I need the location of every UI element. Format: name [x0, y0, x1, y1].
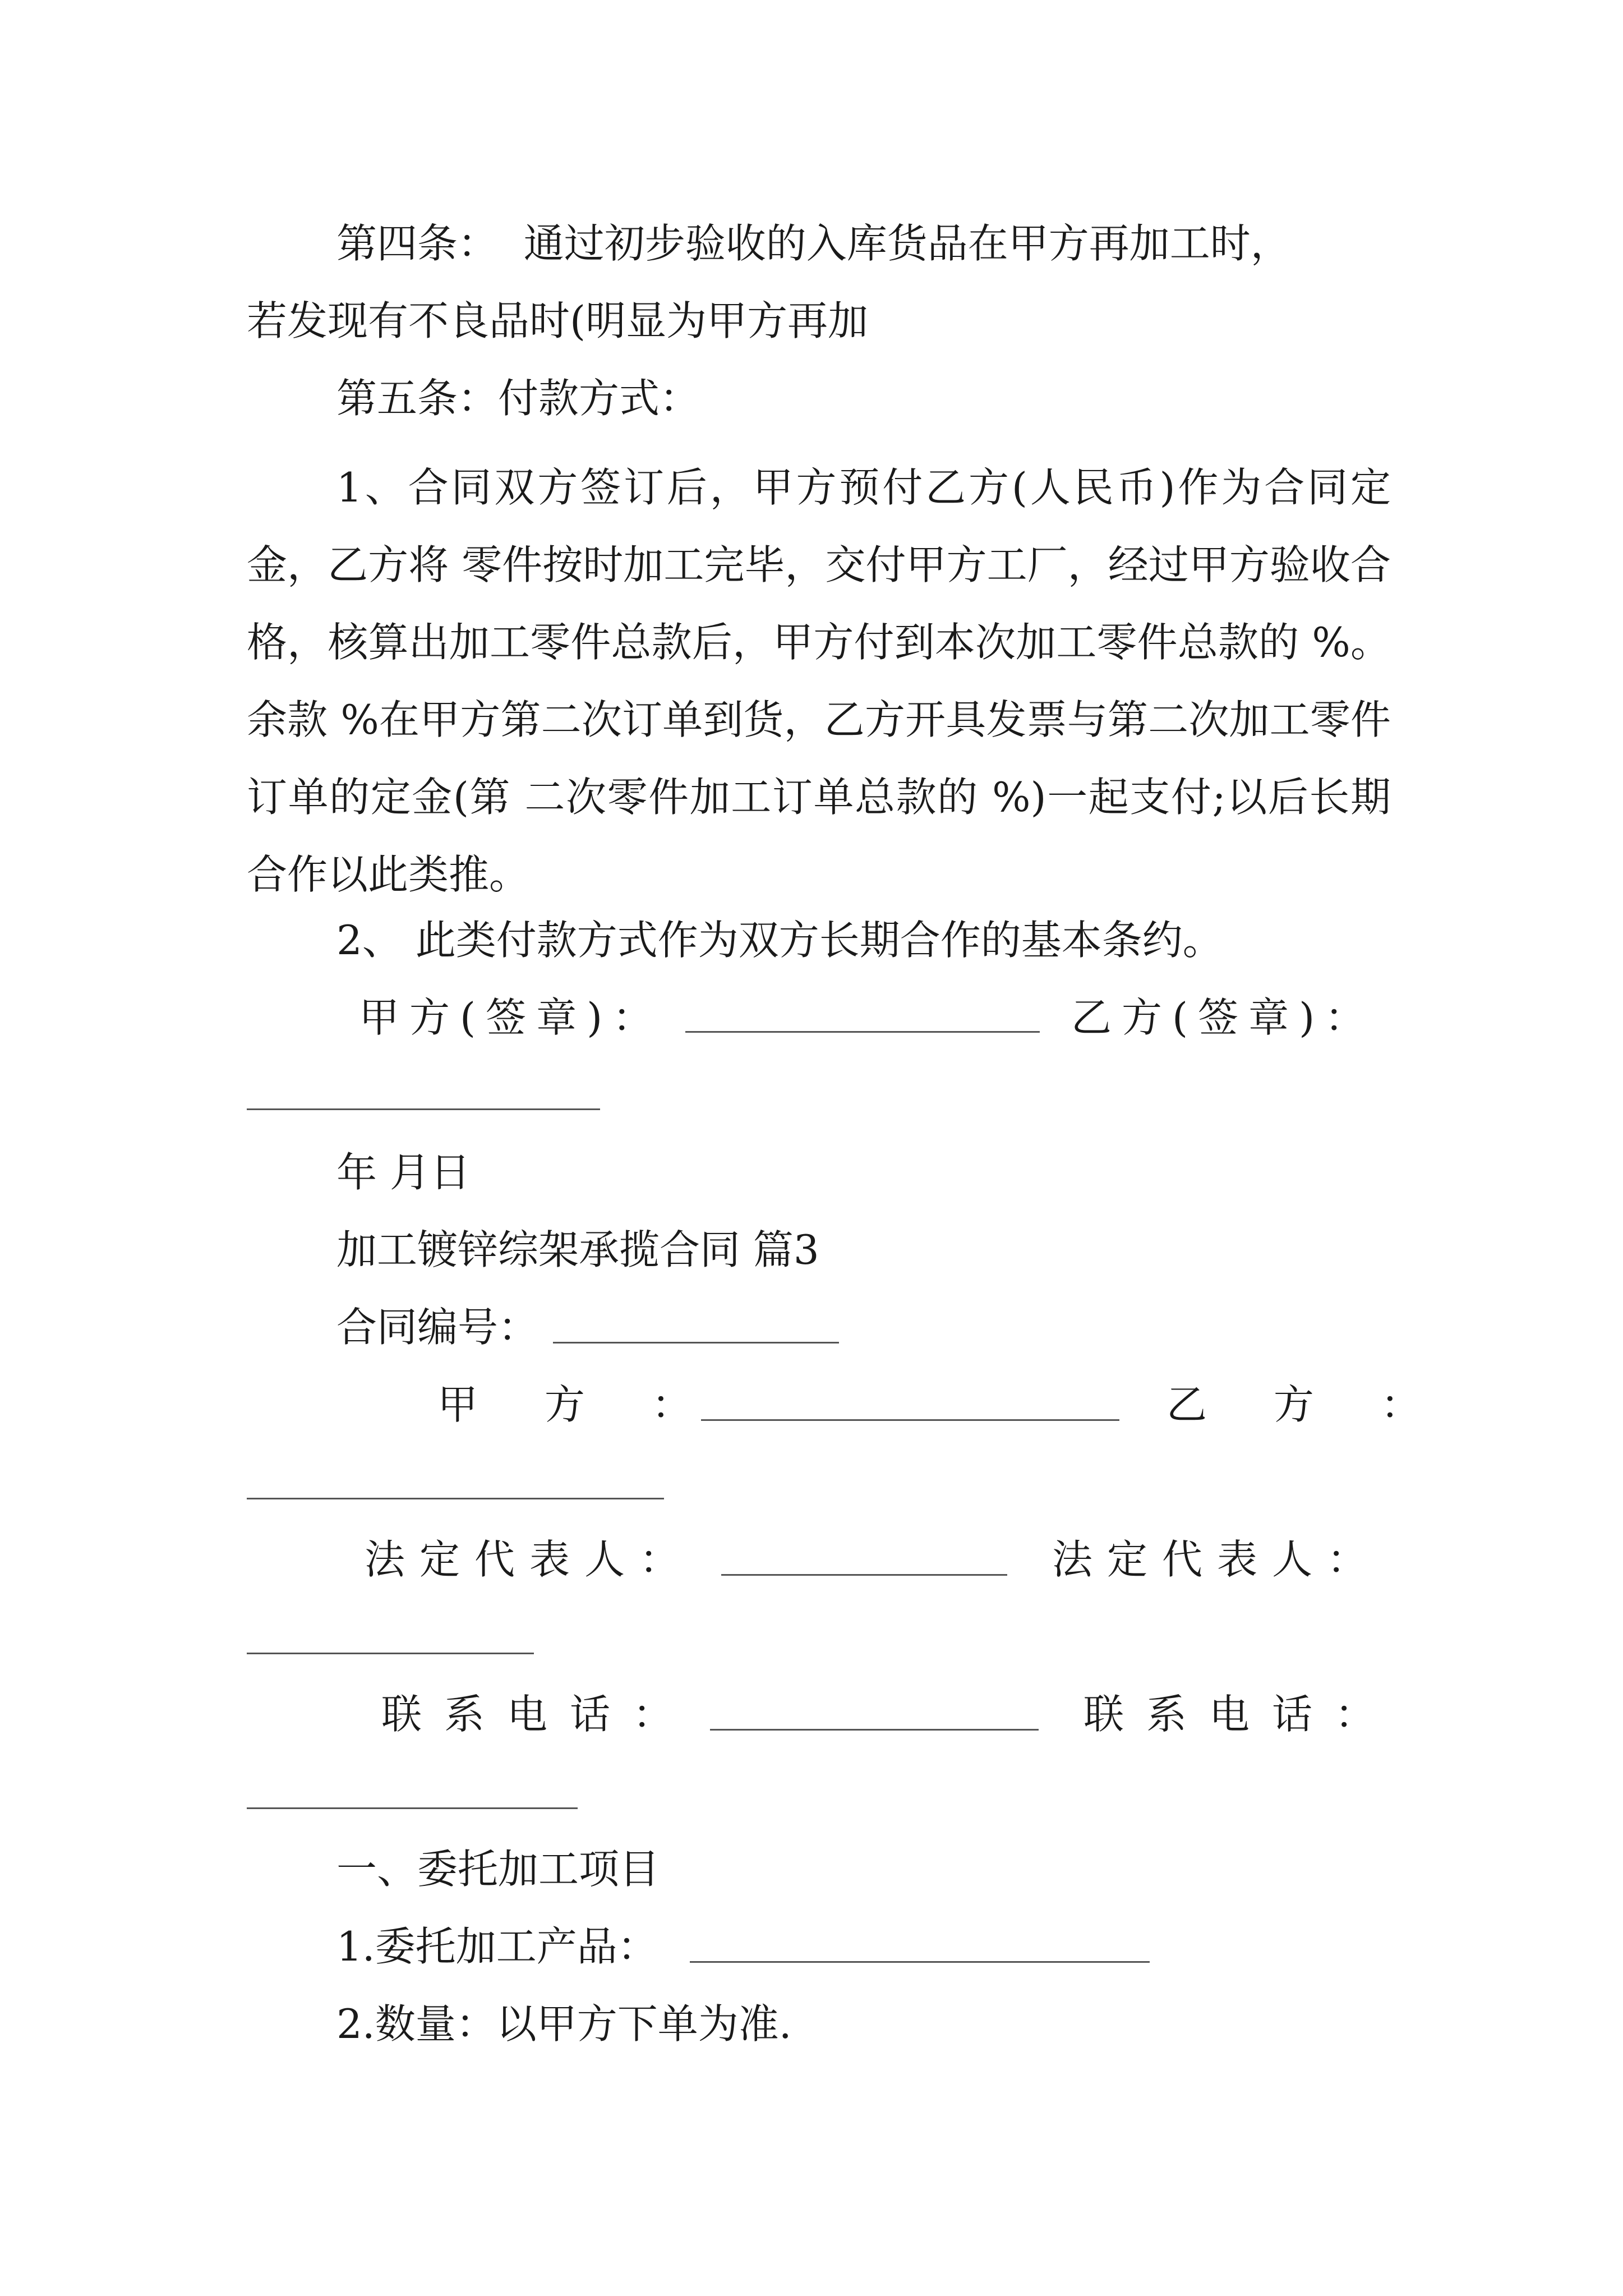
article5-item1-text: 1、合同双方签订后，甲方预付乙方(人民币)作为合同定金，乙方将 零件按时加工完毕，交付甲方工厂，经过甲方验收合格，核算出加工零件总款后，甲方付到本次加工零件总款的 %。余款 %在甲方第二次订单到货，乙方开具发票与第二次加工零件订单的定金(第 二次零件加工订单总款的 %)一起支付;以后长期合作以此类推。 — [247, 464, 1391, 898]
party-b-signature-blank[interactable] — [247, 1108, 600, 1110]
contract-number-label: 合同编号： — [336, 1304, 539, 1351]
party-b-label: 乙 方 ： — [1166, 1381, 1448, 1428]
rep-b-blank[interactable] — [247, 1653, 534, 1654]
party-a-blank[interactable] — [701, 1419, 1119, 1421]
article5-heading: 第五条：付款方式： — [336, 375, 700, 422]
article4-line2: 若发现有不良品时(明显为甲方再加 — [247, 297, 869, 344]
article5-item1-paragraph — [247, 449, 1391, 913]
section1-heading: 一、委托加工项目 — [336, 1846, 660, 1893]
party-b-signature-label: 乙方(签章)： — [1071, 994, 1376, 1041]
contract-number-blank[interactable] — [553, 1342, 839, 1343]
rep-a-label: 法定代表人： — [365, 1536, 695, 1583]
phone-a-blank[interactable] — [710, 1729, 1039, 1731]
rep-a-blank[interactable] — [721, 1574, 1007, 1576]
product-blank[interactable] — [690, 1961, 1150, 1963]
article4-line1: 第四条： 通过初步验收的入库货品在甲方再加工时， — [336, 220, 1291, 267]
party-b-blank[interactable] — [247, 1498, 664, 1499]
party-a-signature-blank[interactable] — [685, 1031, 1040, 1033]
phone-b-blank[interactable] — [247, 1807, 578, 1809]
party-a-label: 甲 方 ： — [437, 1381, 719, 1428]
section1-item2: 2.数量：以甲方下单为准. — [336, 2000, 792, 2047]
rep-b-label: 法定代表人： — [1052, 1536, 1382, 1583]
contract3-title: 加工镀锌综架承揽合同 篇3 — [336, 1226, 819, 1273]
phone-a-label: 联系电话： — [381, 1691, 696, 1738]
party-a-signature-label: 甲方(签章)： — [359, 994, 663, 1041]
phone-b-label: 联系电话： — [1083, 1691, 1398, 1738]
signature-date: 年 月日 — [336, 1149, 471, 1196]
section1-item1-label: 1.委托加工产品： — [336, 1923, 658, 1970]
article5-item2: 2、 此类付款方式作为双方长期合作的基本条约。 — [336, 917, 1223, 964]
